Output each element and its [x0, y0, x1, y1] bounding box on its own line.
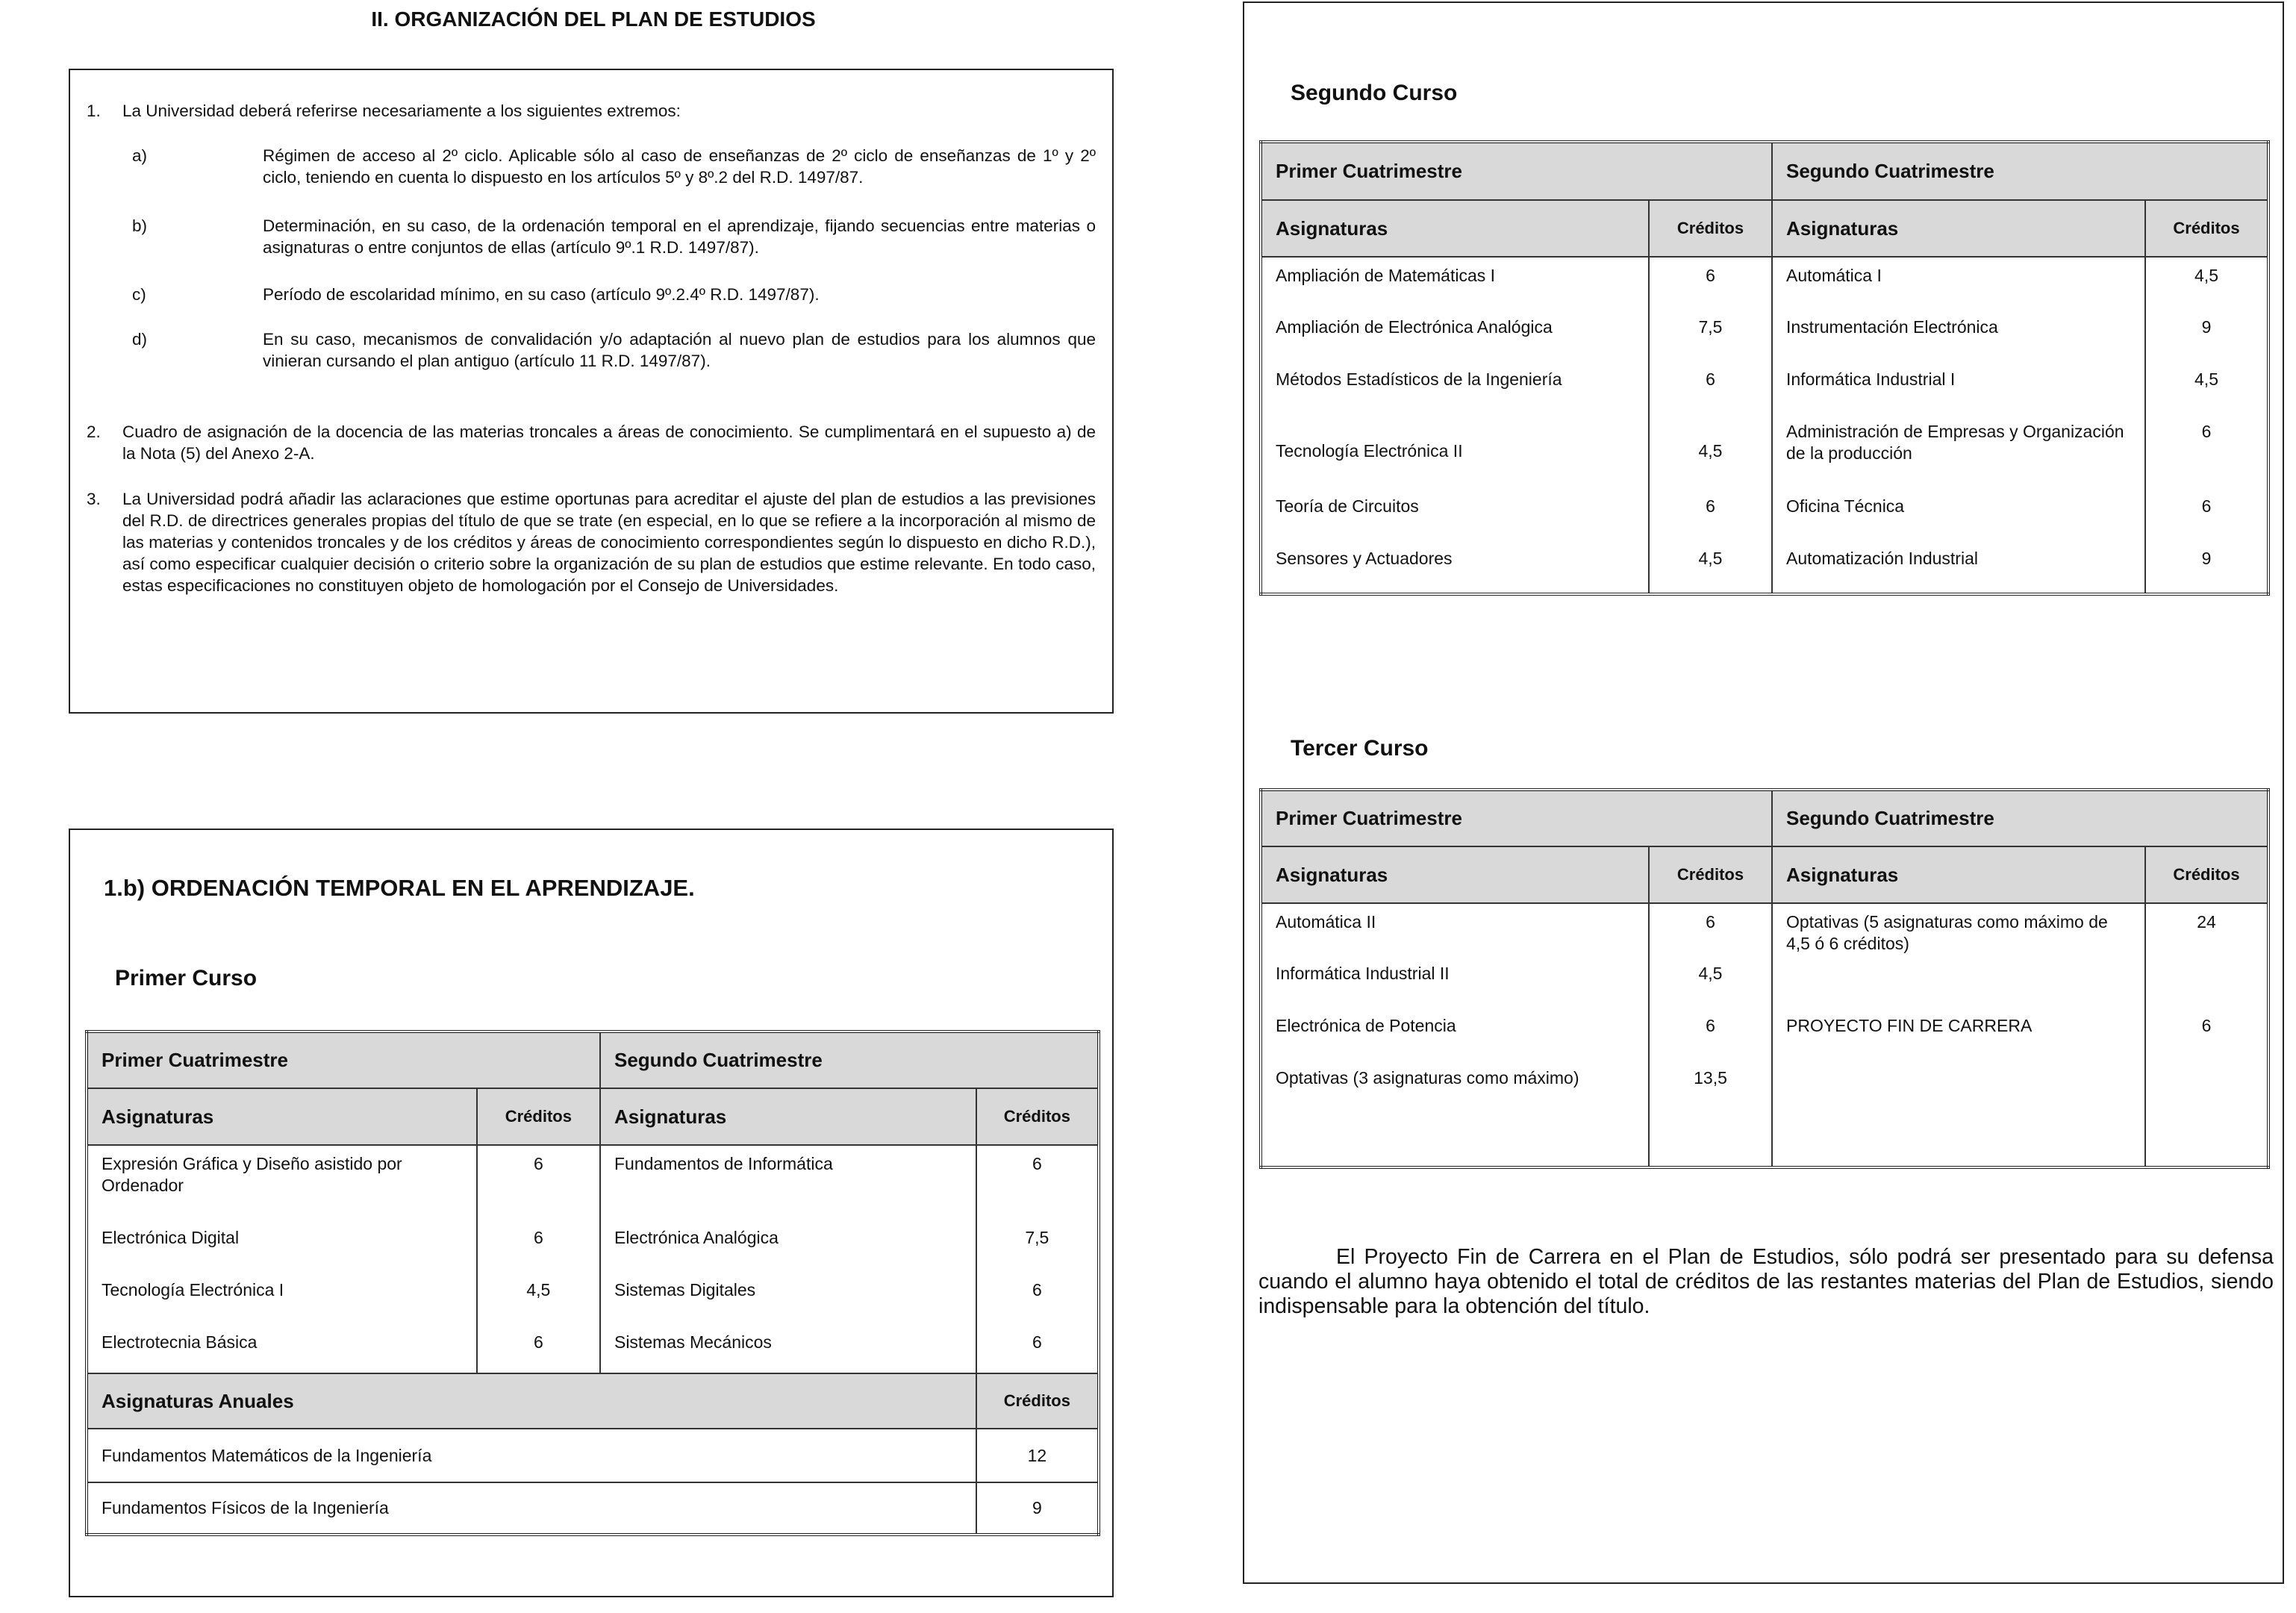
tercer-curso-table [1259, 788, 2270, 1169]
instruction-subitem [132, 145, 1096, 188]
credits-cell: 6 [1706, 912, 1715, 932]
credits-cell: 6 [2201, 496, 2212, 516]
subitem-text: Período de escolaridad mínimo, en su caso (artículo 9º.2.4º R.D. 1497/87). [263, 285, 820, 304]
table-row [1261, 361, 2268, 414]
table-row [1261, 540, 2268, 594]
page-title: II. ORGANIZACIÓN DEL PLAN DE ESTUDIOS [371, 7, 816, 31]
table-row [87, 1220, 1099, 1272]
tercer-curso-title: Tercer Curso [1291, 736, 1429, 761]
subject-cell: Optativas (3 asignaturas como máximo) [1276, 1068, 1579, 1088]
subject-cell: Informática Industrial II [1276, 964, 1450, 983]
subject-cell: Oficina Técnica [1786, 496, 1905, 516]
subject-cell: Instrumentación Electrónica [1786, 317, 1998, 337]
subject-cell: Tecnología Electrónica II [1276, 440, 1463, 461]
header-creditos: Créditos [2145, 200, 2268, 257]
subitem-letter: d) [132, 330, 148, 349]
item-text: La Universidad podrá añadir las aclaraciones que estime oportunas para acreditar el ajuste del plan de estudios a las previsiones del R.D. de directrices generales propias del título de que se trate (en especial, en lo que se refiere a la incorporación al mismo de las materias y contenidos troncales y de los créditos y áreas de conocimiento correspondientes según lo dispuesto en dicho R.D.), así como especificar cualquier decisión o criterio sobre la organización de su plan de estudios que estime relevante. En todo caso, estas especificaciones no constituyen objeto de homologación por el Consejo de Universidades. [122, 490, 1096, 595]
subject-cell: Automatización Industrial [1786, 549, 1978, 568]
table-row [87, 1272, 1099, 1324]
subject-cell: Fundamentos de Informática [614, 1154, 833, 1173]
credits-cell: 9 [2201, 317, 2212, 337]
credits-cell: 13,5 [1694, 1068, 1727, 1088]
segundo-curso-title: Segundo Curso [1291, 81, 1458, 105]
table-row [1261, 488, 2268, 540]
credits-cell: 4,5 [2194, 369, 2218, 389]
credits-cell: 6 [1706, 1016, 1715, 1035]
credits-cell: 9 [2201, 549, 2212, 568]
credits-cell: 6 [533, 1228, 543, 1247]
subject-cell: Ampliación de Electrónica Analógica [1276, 317, 1553, 337]
credits-cell: 4,5 [1698, 549, 1723, 568]
header-primer-cuatrimestre: Primer Cuatrimestre [1261, 142, 1772, 200]
item-number: 2. [87, 422, 101, 441]
header-asignaturas: Asignaturas [600, 1088, 976, 1145]
subject-cell: Fundamentos Matemáticos de la Ingeniería [87, 1429, 976, 1482]
table-row [87, 1145, 1099, 1220]
credits-cell: 6 [1706, 266, 1715, 285]
instruction-item [87, 100, 1096, 122]
instruction-item [87, 421, 1096, 464]
subitem-text: Determinación, en su caso, de la ordenación temporal en el aprendizaje, fijando secuencias entre materias o asignaturas o entre conjuntos de ellas (artículo 9º.1 R.D. 1497/87). [263, 216, 1096, 257]
credits-cell: 4,5 [2194, 266, 2218, 285]
primer-curso-title: Primer Curso [115, 966, 258, 990]
subject-cell: Sensores y Actuadores [1276, 549, 1453, 568]
header-creditos: Créditos [477, 1088, 600, 1145]
header-segundo-cuatrimestre: Segundo Cuatrimestre [600, 1032, 1099, 1088]
subject-cell: Electrónica de Potencia [1276, 1016, 1456, 1035]
subject-cell: Electrónica Analógica [614, 1228, 779, 1247]
subject-cell: Automática II [1276, 912, 1376, 932]
subject-cell: Tecnología Electrónica I [102, 1280, 284, 1300]
instructions-box [69, 69, 1114, 714]
header-creditos: Créditos [976, 1088, 1099, 1145]
subject-cell: Expresión Gráfica y Diseño asistido por Ordenador [102, 1154, 402, 1195]
subject-cell: Optativas (5 asignaturas como máximo de 4,5 ó 6 créditos) [1786, 912, 2108, 953]
item-text: La Universidad deberá referirse necesariamente a los siguientes extremos: [122, 102, 681, 120]
subject-cell: Informática Industrial I [1786, 369, 1956, 389]
table-row [87, 1482, 1099, 1535]
instruction-subitem [132, 215, 1096, 258]
header-segundo-cuatrimestre: Segundo Cuatrimestre [1772, 142, 2268, 200]
credits-cell: 6 [2201, 1016, 2212, 1035]
ordenacion-box [69, 829, 1114, 1597]
subject-cell: Administración de Empresas y Organización de la producción [1786, 422, 2124, 463]
header-creditos: Créditos [1649, 200, 1772, 257]
instruction-subitem [132, 284, 1096, 305]
subitem-text: Régimen de acceso al 2º ciclo. Aplicable sólo al caso de enseñanzas de 2º ciclo de enseñanzas de 1º y 2º ciclo, teniendo en cuenta lo dispuesto en los artículos 5º y 8º.2 del R.D. 1497/87. [263, 146, 1096, 187]
credits-cell: 7,5 [1698, 317, 1723, 337]
subject-cell: Métodos Estadísticos de la Ingeniería [1276, 369, 1562, 389]
table-row [1261, 903, 2268, 955]
subject-cell: Electrotecnia Básica [102, 1332, 258, 1352]
subitem-letter: b) [132, 216, 148, 235]
header-segundo-cuatrimestre: Segundo Cuatrimestre [1772, 790, 2268, 846]
item-number: 3. [87, 490, 101, 508]
subject-cell: Teoría de Circuitos [1276, 496, 1419, 516]
subitem-letter: c) [132, 285, 146, 304]
primer-curso-table [85, 1030, 1100, 1536]
subject-cell: PROYECTO FIN DE CARRERA [1786, 1016, 2033, 1035]
segundo-curso-table [1259, 140, 2270, 596]
header-creditos: Créditos [1649, 846, 1772, 903]
credits-cell: 6 [2201, 422, 2212, 441]
credits-cell: 7,5 [1025, 1228, 1049, 1247]
proyecto-note: El Proyecto Fin de Carrera en el Plan de Estudios, sólo podrá ser presentado para su defensa cuando el alumno haya obtenido el total de créditos de las restantes materias del Plan de Estudios, siendo indispensable para la obtención del título. [1258, 1245, 2274, 1318]
subitem-text: En su caso, mecanismos de convalidación y/o adaptación al nuevo plan de estudios para los alumnos que vinieran cursando el plan antiguo (artículo 11 R.D. 1497/87). [263, 330, 1096, 370]
instruction-item [87, 488, 1096, 596]
subject-cell: Automática I [1786, 266, 1882, 285]
table-row [1261, 257, 2268, 309]
table-row [1261, 414, 2268, 488]
header-primer-cuatrimestre: Primer Cuatrimestre [87, 1032, 600, 1088]
table-row [1261, 1008, 2268, 1060]
credits-cell: 6 [1032, 1154, 1042, 1173]
subject-cell: Ampliación de Matemáticas I [1276, 266, 1496, 285]
table-row [87, 1429, 1099, 1482]
credits-cell: 6 [1706, 496, 1715, 516]
subject-cell: Electrónica Digital [102, 1228, 240, 1247]
subject-cell: Fundamentos Físicos de la Ingeniería [87, 1482, 976, 1535]
credits-cell: 6 [533, 1332, 543, 1352]
item-number: 1. [87, 102, 101, 120]
credits-cell: 6 [1032, 1280, 1042, 1300]
header-creditos: Créditos [976, 1373, 1099, 1429]
header-asignaturas: Asignaturas [1772, 200, 2145, 257]
credits-cell: 6 [1032, 1332, 1042, 1352]
subject-cell: Sistemas Mecánicos [614, 1332, 772, 1352]
subject-cell: Sistemas Digitales [614, 1280, 756, 1300]
credits-cell: 9 [976, 1482, 1099, 1535]
subitem-letter: a) [132, 146, 148, 165]
header-asignaturas-anuales: Asignaturas Anuales [87, 1373, 976, 1429]
header-asignaturas: Asignaturas [1261, 200, 1649, 257]
header-asignaturas: Asignaturas [87, 1088, 477, 1145]
table-row [87, 1324, 1099, 1373]
right-page-box [1243, 1, 2284, 1584]
credits-cell: 4,5 [1698, 440, 1723, 461]
table-row [1261, 309, 2268, 361]
instruction-subitem [132, 328, 1096, 372]
header-asignaturas: Asignaturas [1772, 846, 2145, 903]
credits-cell: 24 [2197, 912, 2216, 932]
credits-cell: 4,5 [1698, 964, 1723, 983]
header-primer-cuatrimestre: Primer Cuatrimestre [1261, 790, 1772, 846]
section-title: 1.b) ORDENACIÓN TEMPORAL EN EL APRENDIZAJE. [104, 875, 695, 901]
credits-cell: 6 [533, 1154, 543, 1173]
credits-cell: 4,5 [526, 1280, 551, 1300]
credits-cell: 6 [1706, 369, 1715, 389]
header-creditos: Créditos [2145, 846, 2268, 903]
header-asignaturas: Asignaturas [1261, 846, 1649, 903]
credits-cell: 12 [976, 1429, 1099, 1482]
item-text: Cuadro de asignación de la docencia de las materias troncales a áreas de conocimiento. Se cumplimentará en el supuesto a) de la Nota (5) del Anexo 2-A. [122, 422, 1096, 463]
